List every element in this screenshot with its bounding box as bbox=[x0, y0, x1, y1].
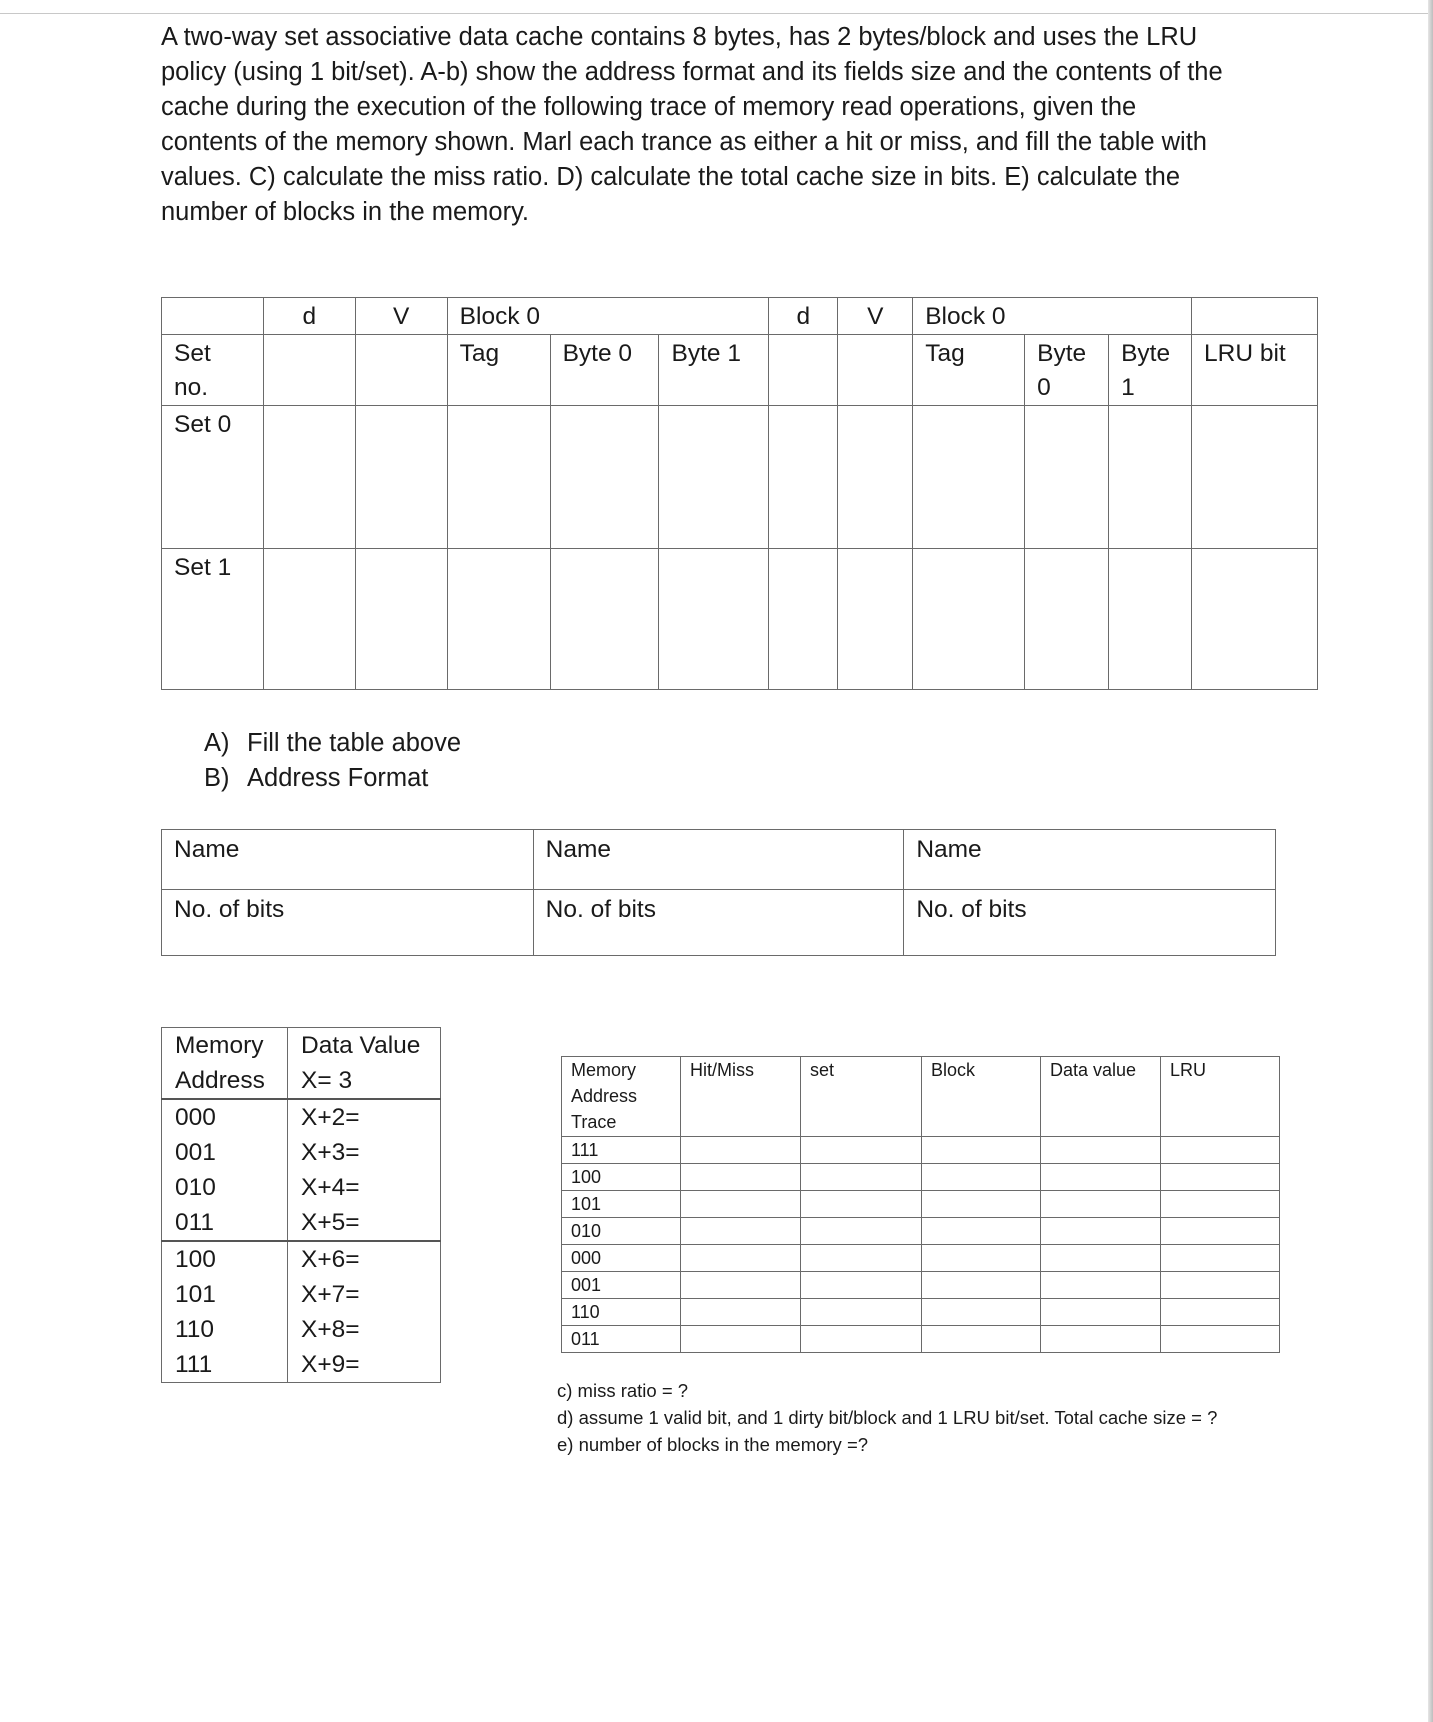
trace-table bbox=[561, 1056, 1280, 1353]
header-line: Data Value bbox=[301, 1032, 421, 1059]
block-0-header: Block 0 bbox=[913, 298, 1192, 335]
cache-cell[interactable] bbox=[355, 406, 447, 549]
byte-1-header bbox=[1109, 335, 1192, 406]
byte-1-header: Byte 1 bbox=[659, 335, 769, 406]
data-value-header bbox=[288, 1028, 441, 1100]
intro-line: cache during the execution of the following trace of memory read operations, given the bbox=[161, 93, 1137, 121]
header-line: Memory bbox=[175, 1032, 264, 1059]
cache-cell[interactable] bbox=[263, 335, 355, 406]
hit-miss-cell[interactable] bbox=[681, 1299, 801, 1326]
cache-cell[interactable] bbox=[913, 549, 1025, 690]
table-row bbox=[562, 1191, 1280, 1218]
cache-cell[interactable] bbox=[550, 406, 659, 549]
set-cell[interactable] bbox=[801, 1137, 922, 1164]
cache-cell[interactable] bbox=[659, 549, 769, 690]
cache-cell[interactable] bbox=[1109, 549, 1192, 690]
cache-cell[interactable] bbox=[769, 335, 838, 406]
page-edge-shadow bbox=[1428, 0, 1433, 1722]
block-cell[interactable] bbox=[922, 1272, 1041, 1299]
memory-address-header bbox=[162, 1028, 288, 1100]
memory-address: 110 bbox=[175, 1316, 215, 1343]
data-value-cell[interactable] bbox=[1041, 1191, 1161, 1218]
table-row bbox=[562, 1272, 1280, 1299]
question-c: c) miss ratio = ? bbox=[557, 1380, 689, 1401]
lru-header: LRU bbox=[1161, 1057, 1280, 1137]
lru-cell[interactable] bbox=[1161, 1137, 1280, 1164]
header-line: Trace bbox=[571, 1112, 617, 1132]
data-value: X+7= bbox=[301, 1281, 360, 1308]
trace-address: 100 bbox=[562, 1164, 681, 1191]
cache-cell[interactable] bbox=[1025, 549, 1109, 690]
block-cell[interactable] bbox=[922, 1164, 1041, 1191]
table-row bbox=[562, 1164, 1280, 1191]
intro-line: contents of the memory shown. Marl each trance as either a hit or miss, and fill the table with bbox=[161, 128, 1207, 156]
cache-cell[interactable] bbox=[838, 406, 913, 549]
cache-cell[interactable] bbox=[659, 406, 769, 549]
set-cell[interactable] bbox=[801, 1272, 922, 1299]
question-text: Fill the table above bbox=[247, 729, 462, 757]
page-top-rule bbox=[0, 13, 1433, 14]
question-b bbox=[204, 761, 461, 796]
trace-address: 010 bbox=[562, 1218, 681, 1245]
hit-miss-cell[interactable] bbox=[681, 1137, 801, 1164]
set-cell[interactable] bbox=[801, 1299, 922, 1326]
block-cell[interactable] bbox=[922, 1218, 1041, 1245]
memory-address: 000 bbox=[175, 1104, 216, 1131]
intro-line: A two-way set associative data cache contains 8 bytes, has 2 bytes/block and uses the LRU bbox=[161, 23, 1198, 51]
set-cell[interactable] bbox=[801, 1164, 922, 1191]
set-header: set bbox=[801, 1057, 922, 1137]
block-cell[interactable] bbox=[922, 1245, 1041, 1272]
data-value: X+2= bbox=[301, 1104, 360, 1131]
field-name-cell[interactable]: Name bbox=[162, 830, 534, 890]
cache-cell[interactable] bbox=[263, 406, 355, 549]
tag-header: Tag bbox=[447, 335, 550, 406]
data-value-cell[interactable] bbox=[1041, 1245, 1161, 1272]
set-0-label: Set 0 bbox=[162, 406, 264, 549]
data-value-cell[interactable] bbox=[1041, 1137, 1161, 1164]
lru-cell[interactable] bbox=[1161, 1272, 1280, 1299]
byte-1-line: Byte bbox=[1121, 340, 1171, 367]
cache-cell[interactable] bbox=[1109, 406, 1192, 549]
memory-contents-table bbox=[161, 1027, 441, 1383]
byte-0-header: Byte 0 bbox=[550, 335, 659, 406]
data-value: X+4= bbox=[301, 1174, 360, 1201]
trace-header bbox=[562, 1057, 681, 1137]
memory-address-cell bbox=[162, 1099, 288, 1241]
block-0-header: Block 0 bbox=[447, 298, 769, 335]
memory-address: 100 bbox=[175, 1246, 216, 1273]
address-format-table bbox=[161, 829, 1276, 956]
data-value: X+5= bbox=[301, 1209, 360, 1236]
block-header: Block bbox=[922, 1057, 1041, 1137]
field-name-cell[interactable]: Name bbox=[904, 830, 1276, 890]
tag-header: Tag bbox=[913, 335, 1025, 406]
cache-cell[interactable] bbox=[913, 406, 1025, 549]
cache-header-empty bbox=[1192, 298, 1318, 335]
cache-cell[interactable] bbox=[838, 335, 913, 406]
question-d: d) assume 1 valid bit, and 1 dirty bit/block and 1 LRU bit/set. Total cache size = ? bbox=[557, 1407, 1218, 1428]
hit-miss-header: Hit/Miss bbox=[681, 1057, 801, 1137]
memory-address: 001 bbox=[175, 1139, 216, 1166]
data-value-cell[interactable] bbox=[1041, 1326, 1161, 1353]
dirty-bit-header: d bbox=[769, 298, 838, 335]
trace-address: 111 bbox=[562, 1137, 681, 1164]
byte-1-line: 1 bbox=[1121, 374, 1135, 401]
block-cell[interactable] bbox=[922, 1326, 1041, 1353]
cache-cell[interactable] bbox=[447, 549, 550, 690]
intro-line: policy (using 1 bit/set). A-b) show the address format and its fields size and the contents of the bbox=[161, 58, 1223, 86]
byte-0-line: Byte bbox=[1037, 340, 1087, 367]
block-cell[interactable] bbox=[922, 1191, 1041, 1218]
set-no-line: no. bbox=[174, 374, 209, 401]
valid-bit-header: V bbox=[355, 298, 447, 335]
memory-address: 010 bbox=[175, 1174, 216, 1201]
field-bits-cell[interactable]: No. of bits bbox=[533, 890, 904, 956]
trace-address: 011 bbox=[562, 1326, 681, 1353]
hit-miss-cell[interactable] bbox=[681, 1218, 801, 1245]
question-list bbox=[204, 726, 461, 796]
table-row bbox=[562, 1218, 1280, 1245]
cache-cell[interactable] bbox=[1025, 406, 1109, 549]
header-line: Memory bbox=[571, 1060, 637, 1080]
problem-statement bbox=[161, 20, 1301, 230]
data-value-cell[interactable] bbox=[1041, 1272, 1161, 1299]
data-value: X+3= bbox=[301, 1139, 360, 1166]
cache-cell[interactable] bbox=[1192, 406, 1318, 549]
question-a bbox=[204, 726, 461, 761]
byte-0-line: 0 bbox=[1037, 374, 1051, 401]
dirty-bit-header: d bbox=[263, 298, 355, 335]
hit-miss-cell[interactable] bbox=[681, 1191, 801, 1218]
table-row bbox=[562, 1137, 1280, 1164]
header-line: X= 3 bbox=[301, 1067, 353, 1094]
lru-cell[interactable] bbox=[1161, 1299, 1280, 1326]
block-cell[interactable] bbox=[922, 1299, 1041, 1326]
cache-cell[interactable] bbox=[550, 549, 659, 690]
lru-cell[interactable] bbox=[1161, 1191, 1280, 1218]
data-value: X+9= bbox=[301, 1351, 360, 1378]
table-row bbox=[562, 1245, 1280, 1272]
trace-address: 001 bbox=[562, 1272, 681, 1299]
trace-address: 110 bbox=[562, 1299, 681, 1326]
block-cell[interactable] bbox=[922, 1137, 1041, 1164]
set-cell[interactable] bbox=[801, 1326, 922, 1353]
question-label: B) bbox=[204, 764, 230, 792]
memory-address: 101 bbox=[175, 1281, 216, 1308]
intro-line: number of blocks in the memory. bbox=[161, 198, 530, 226]
trace-address: 000 bbox=[562, 1245, 681, 1272]
cache-cell[interactable] bbox=[263, 549, 355, 690]
question-text: Address Format bbox=[247, 764, 429, 792]
memory-address: 111 bbox=[175, 1351, 213, 1378]
cache-cell[interactable] bbox=[447, 406, 550, 549]
hit-miss-cell[interactable] bbox=[681, 1326, 801, 1353]
memory-address-cell bbox=[162, 1241, 288, 1383]
sub-questions bbox=[557, 1377, 1217, 1458]
byte-0-header bbox=[1025, 335, 1109, 406]
cache-header-empty bbox=[162, 298, 264, 335]
set-cell[interactable] bbox=[801, 1245, 922, 1272]
hit-miss-cell[interactable] bbox=[681, 1245, 801, 1272]
data-value: X+6= bbox=[301, 1246, 360, 1273]
cache-cell[interactable] bbox=[838, 549, 913, 690]
data-value-cell[interactable] bbox=[1041, 1299, 1161, 1326]
field-name-cell[interactable]: Name bbox=[533, 830, 904, 890]
data-value-cell[interactable] bbox=[1041, 1164, 1161, 1191]
lru-cell[interactable] bbox=[1161, 1164, 1280, 1191]
header-line: Address bbox=[571, 1086, 638, 1106]
cache-cell[interactable] bbox=[769, 406, 838, 549]
set-no-line: Set bbox=[174, 340, 211, 367]
lru-cell[interactable] bbox=[1161, 1218, 1280, 1245]
lru-cell[interactable] bbox=[1161, 1245, 1280, 1272]
table-row bbox=[562, 1299, 1280, 1326]
cache-cell[interactable] bbox=[769, 549, 838, 690]
cache-cell[interactable] bbox=[355, 335, 447, 406]
set-no-header bbox=[162, 335, 264, 406]
field-bits-cell[interactable]: No. of bits bbox=[904, 890, 1276, 956]
lru-cell[interactable] bbox=[1161, 1326, 1280, 1353]
cache-contents-table bbox=[161, 297, 1318, 690]
valid-bit-header: V bbox=[838, 298, 913, 335]
data-value: X+8= bbox=[301, 1316, 360, 1343]
hit-miss-cell[interactable] bbox=[681, 1272, 801, 1299]
lru-bit-header: LRU bit bbox=[1192, 335, 1318, 406]
question-e: e) number of blocks in the memory =? bbox=[557, 1434, 869, 1455]
table-row bbox=[562, 1326, 1280, 1353]
trace-address: 101 bbox=[562, 1191, 681, 1218]
question-label: A) bbox=[204, 729, 230, 757]
intro-line: values. C) calculate the miss ratio. D) calculate the total cache size in bits. E) calculate the bbox=[161, 163, 1181, 191]
memory-address: 011 bbox=[175, 1209, 215, 1236]
data-value-cell bbox=[288, 1241, 441, 1383]
set-1-label: Set 1 bbox=[162, 549, 264, 690]
cache-cell[interactable] bbox=[1192, 549, 1318, 690]
header-line: Address bbox=[175, 1067, 265, 1094]
hit-miss-cell[interactable] bbox=[681, 1164, 801, 1191]
field-bits-cell[interactable]: No. of bits bbox=[162, 890, 534, 956]
set-cell[interactable] bbox=[801, 1191, 922, 1218]
cache-cell[interactable] bbox=[355, 549, 447, 690]
set-cell[interactable] bbox=[801, 1218, 922, 1245]
data-value-header: Data value bbox=[1041, 1057, 1161, 1137]
data-value-cell bbox=[288, 1099, 441, 1241]
data-value-cell[interactable] bbox=[1041, 1218, 1161, 1245]
